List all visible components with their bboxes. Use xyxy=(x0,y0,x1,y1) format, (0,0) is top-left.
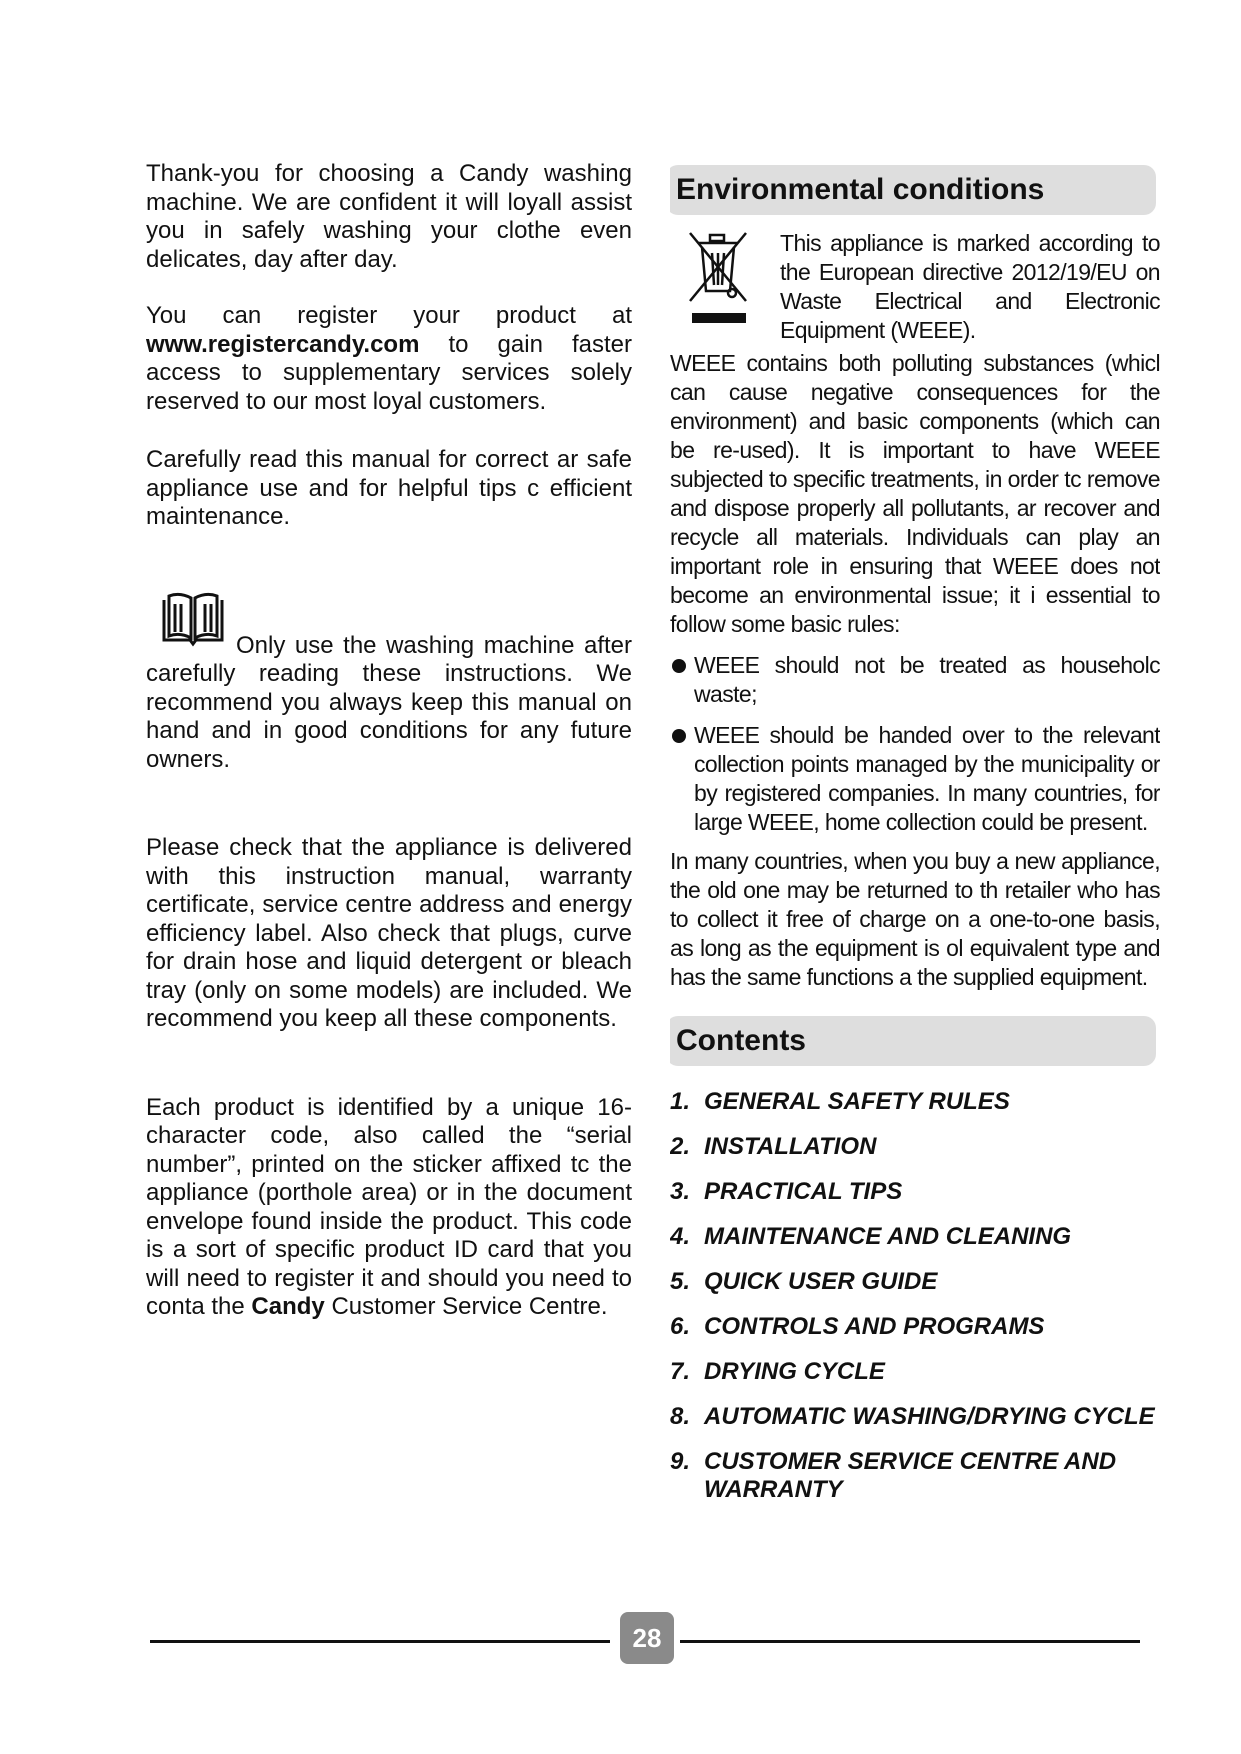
contents-item-drying-cycle[interactable]: 7. DRYING CYCLE xyxy=(670,1358,885,1385)
serial-brand: Candy xyxy=(251,1293,325,1320)
check-paragraph: Please check that the appliance is delivered with this instruction manual, warranty certificate, service centre address and energy efficiency label. Also check that plugs, curve for drain hose and liquid detergent or bleach tray (only on some models) are included. We recommend you keep all these components. xyxy=(146,834,632,1032)
careful-paragraph: Carefully read this manual for correct ar safe appliance use and for helpful tips c efficient maintenance. xyxy=(146,446,632,530)
contents-item-automatic-cycle[interactable]: 8. AUTOMATIC WASHING/DRYING CYCLE xyxy=(670,1403,1155,1430)
weee-contains-paragraph: WEEE contains both polluting substances (whicl can cause negative consequences for the environment) and basic components (which can be re-used). It is important to have WEEE subjected to specific treatments, in order tc remove and dispose properly all pollutants, ar recover and recycle all materials. Individuals can play an important role in ensuring that WEEE does not become an environmental issue; it i essential to follow some basic rules: xyxy=(670,350,1160,637)
contents-item-quick-user-guide[interactable]: 5. QUICK USER GUIDE xyxy=(670,1268,938,1295)
serial-paragraph xyxy=(146,1094,632,1322)
footer-rule-left xyxy=(150,1640,610,1643)
weee-marked-text: This appliance is marked according to the European directive 2012/19/EU on Waste Electrical and Electronic Equipment (WEEE). xyxy=(780,230,1160,343)
contents-item-installation[interactable]: 2. INSTALLATION xyxy=(670,1133,877,1160)
right-column xyxy=(670,165,1160,1565)
register-paragraph xyxy=(146,302,632,416)
contents-item-practical-tips[interactable]: 3. PRACTICAL TIPS xyxy=(670,1178,903,1205)
footer-rule-right xyxy=(680,1640,1140,1643)
register-prefix: You can register your product at xyxy=(146,302,632,329)
only-use-paragraph: Only use the washing machine after carefully reading these instructions. We recommend you always keep this manual on hand and in good conditions for any future owners. xyxy=(146,631,632,773)
contents-item-general-safety[interactable]: 1. GENERAL SAFETY RULES xyxy=(670,1088,1010,1115)
contents-item-maintenance[interactable]: 4. MAINTENANCE AND CLEANING xyxy=(670,1223,1072,1250)
crossed-out-bin-icon xyxy=(686,229,752,329)
only-use-block xyxy=(146,590,632,775)
register-suffix: to gain faster access to supplementary services solely reserved to our most loyal customers. xyxy=(146,330,632,415)
environmental-conditions-heading: Environmental conditions xyxy=(670,165,1156,215)
contents-item-customer-service[interactable]: 9. CUSTOMER SERVICE CENTRE AND WARRANTY xyxy=(670,1448,1117,1503)
register-url-link[interactable]: www.registercandy.com xyxy=(146,330,420,358)
left-column xyxy=(146,160,632,1410)
returned-paragraph: In many countries, when you buy a new appliance, the old one may be returned to th retailer who has to collect it free of charge on a one-to-one basis, as long as the equipment is ol equivalent type and has the same functions a the supplied equipment. xyxy=(670,848,1160,990)
weee-notice xyxy=(670,229,1160,349)
serial-main: Each product is identified by a unique 16-character code, also called the “serial number”, printed on the sticker affixed tc the appliance (porthole area) or in the document envelope found inside the product. This code is a sort of specific product ID card that you will need to register it and should you need to conta the xyxy=(146,1093,632,1320)
contents-heading: Contents xyxy=(670,1016,1156,1066)
open-book-icon xyxy=(160,590,226,650)
contents-list xyxy=(670,1088,1160,1504)
page-number-badge: 28 xyxy=(620,1612,674,1664)
page-footer xyxy=(150,1612,1140,1672)
bullet-collection-points: WEEE should be handed over to the relevant collection points managed by the municipality or by registered companies. In many countries, for large WEEE, home collection could be present. xyxy=(670,721,1160,837)
bullet-household-waste: WEEE should not be treated as householc waste; xyxy=(670,651,1160,709)
serial-end: Customer Service Centre. xyxy=(331,1293,608,1320)
intro-paragraph: Thank-you for choosing a Candy washing machine. We are confident it will loyall assist you in safely washing your clothe even delicates, day after day. xyxy=(146,160,632,273)
contents-item-controls-programs[interactable]: 6. CONTROLS AND PROGRAMS xyxy=(670,1313,1045,1340)
